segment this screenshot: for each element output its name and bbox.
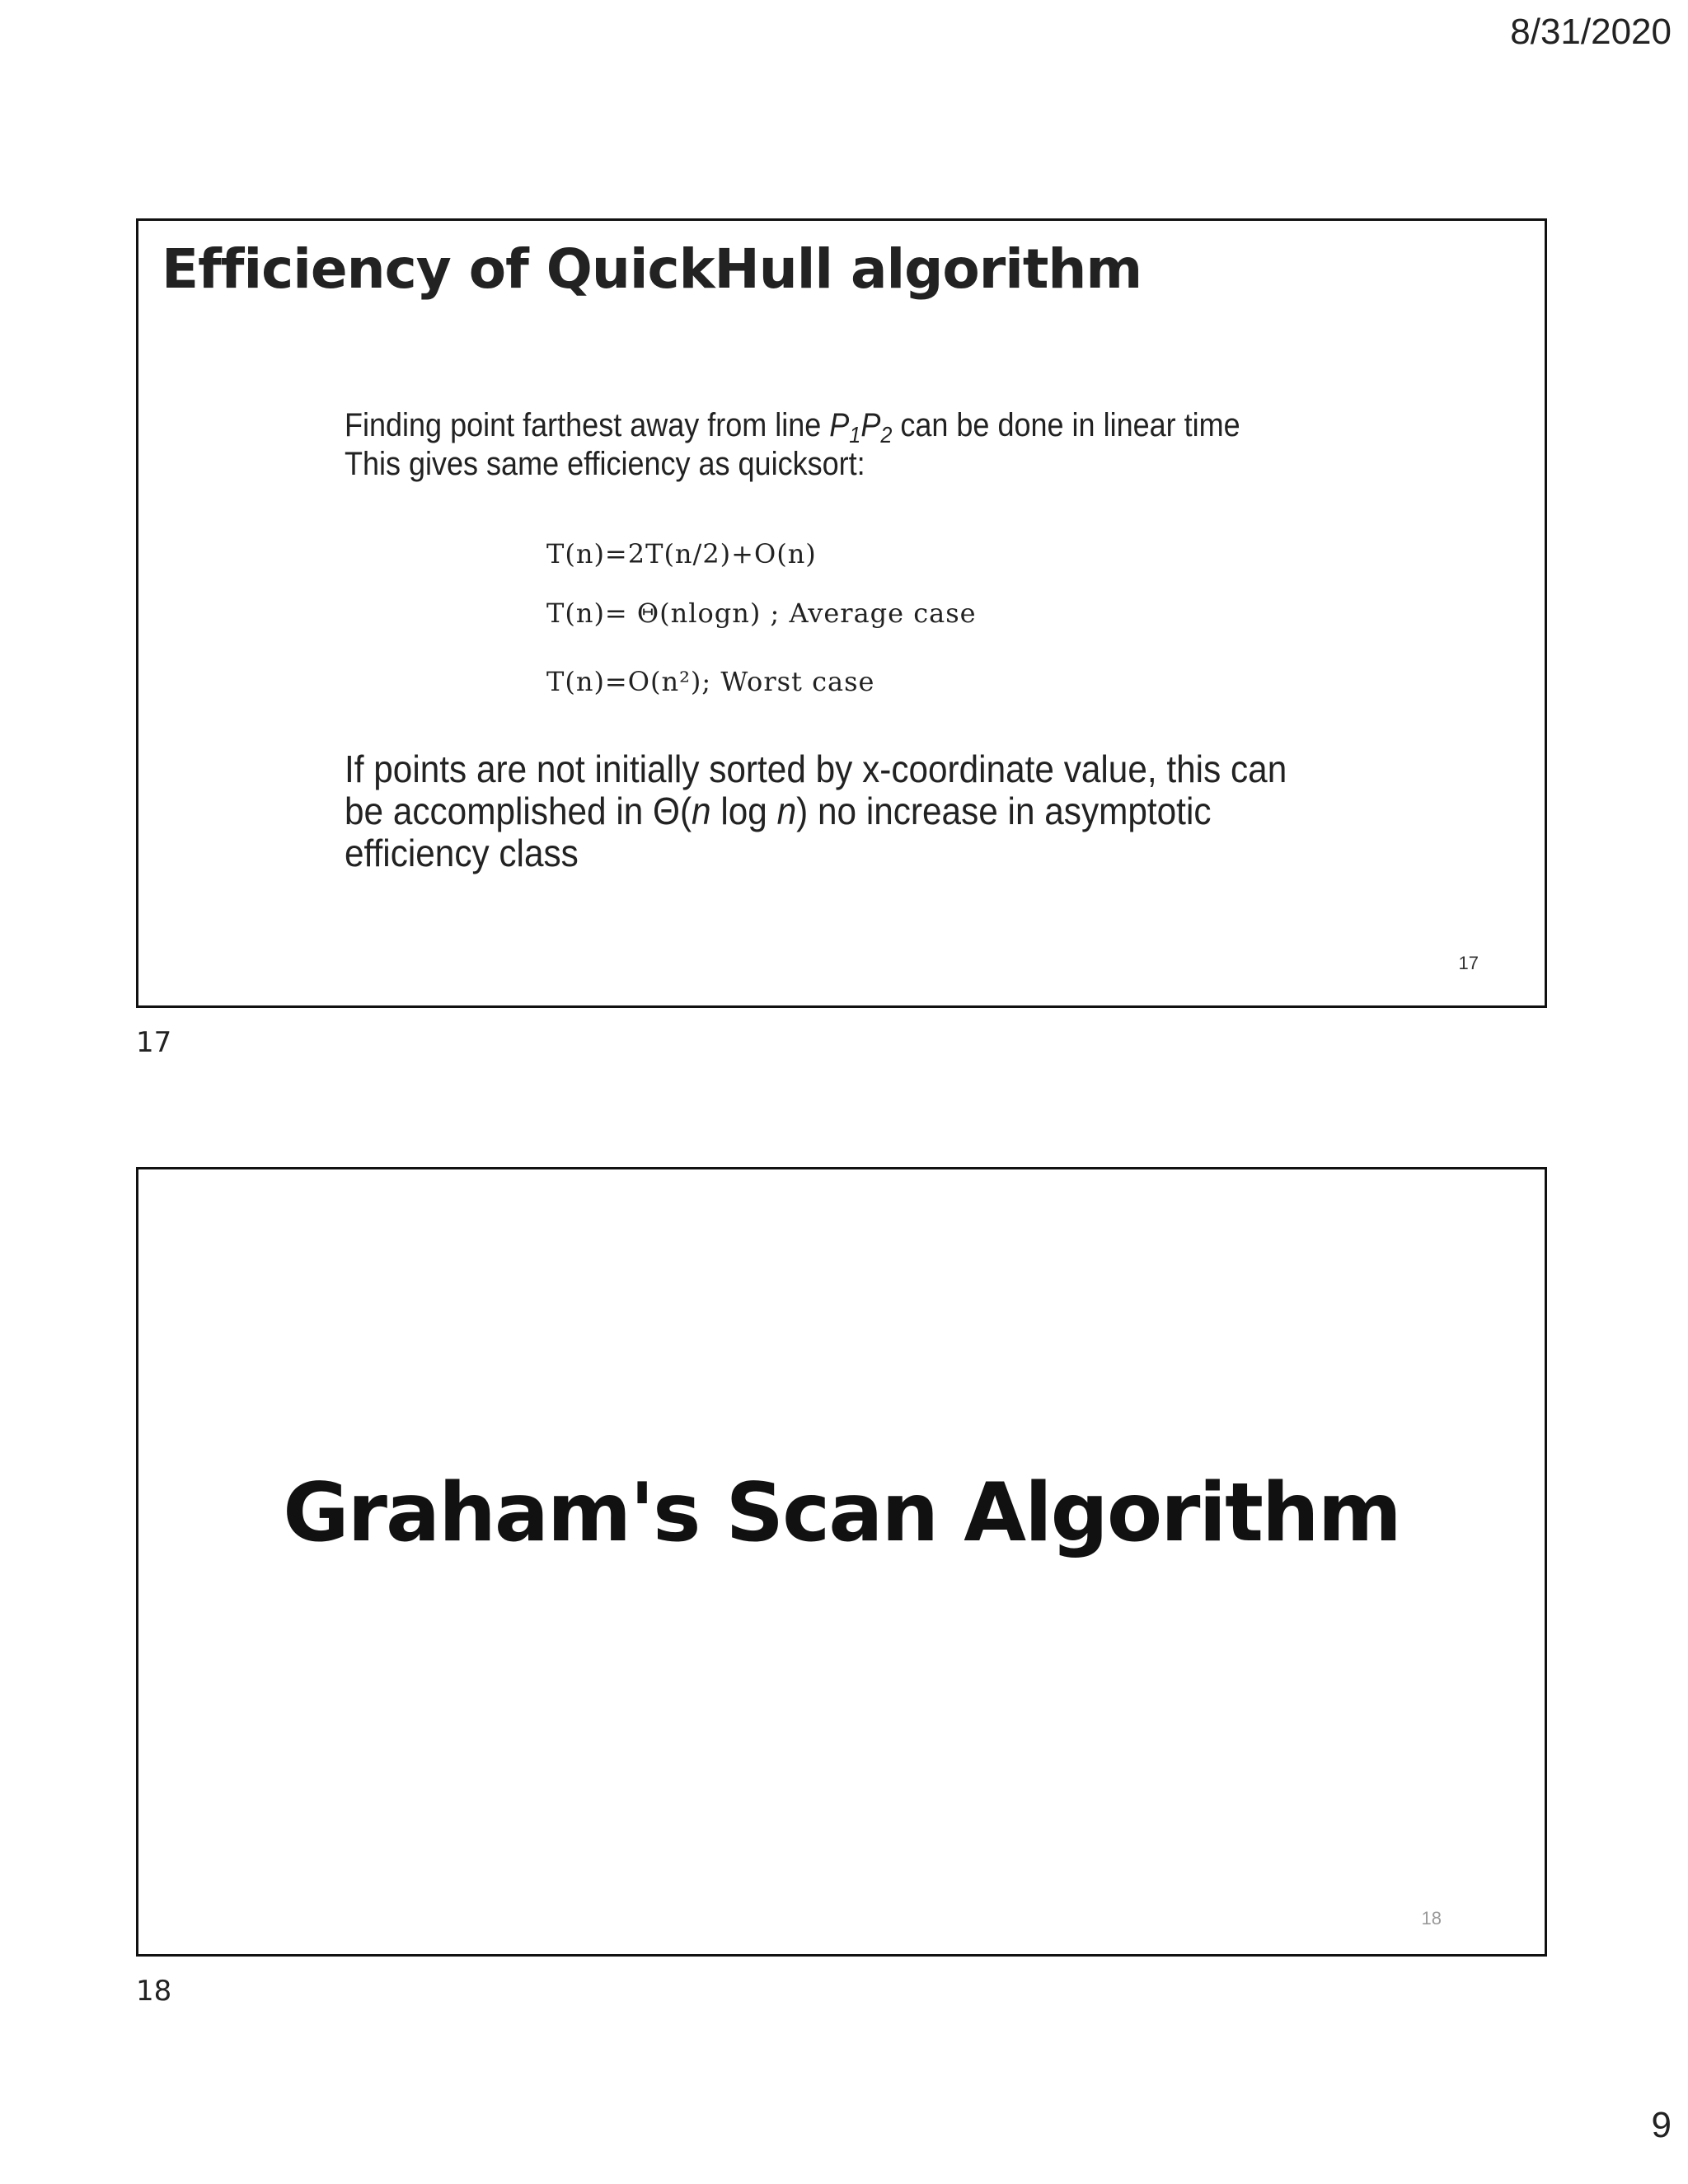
point-p1: $P_1P_2$	[829, 407, 893, 448]
body-line-2: This gives same efficiency as quicksort:	[345, 446, 865, 482]
slide-title: Graham's Scan Algorithm	[283, 1466, 1400, 1560]
page-number: 9	[1651, 2105, 1672, 2145]
slide-title: Efficiency of QuickHull algorithm	[162, 237, 1142, 301]
slide-inner-number: 17	[1458, 953, 1479, 973]
body-line-1: Finding point farthest away from line $P_1P_2$ can be done in linear time	[345, 407, 1240, 448]
slide-label-17: 17	[136, 1026, 172, 1059]
closing-line-3: efficiency class	[345, 832, 579, 874]
slide-18	[136, 1167, 1547, 1957]
formula-average-case: T(n)= Θ(nlogn) ; Average case	[546, 598, 977, 629]
formula-worst-case: T(n)=O(n²); Worst case	[546, 666, 875, 697]
slide-label-18: 18	[136, 1975, 172, 2008]
closing-line-2: be accomplished in Θ(n log n) no increase in asymptotic	[345, 790, 1212, 832]
slide-inner-number: 18	[1421, 1908, 1442, 1929]
slide-body-text	[345, 406, 1240, 484]
closing-line-1: If points are not initially sorted by x-coordinate value, this can	[345, 748, 1287, 790]
page-date: 8/31/2020	[1510, 12, 1672, 52]
slide-17	[136, 218, 1547, 1008]
formula-recurrence: T(n)=2T(n/2)+O(n)	[546, 538, 817, 569]
slide-closing-text	[345, 748, 1287, 874]
